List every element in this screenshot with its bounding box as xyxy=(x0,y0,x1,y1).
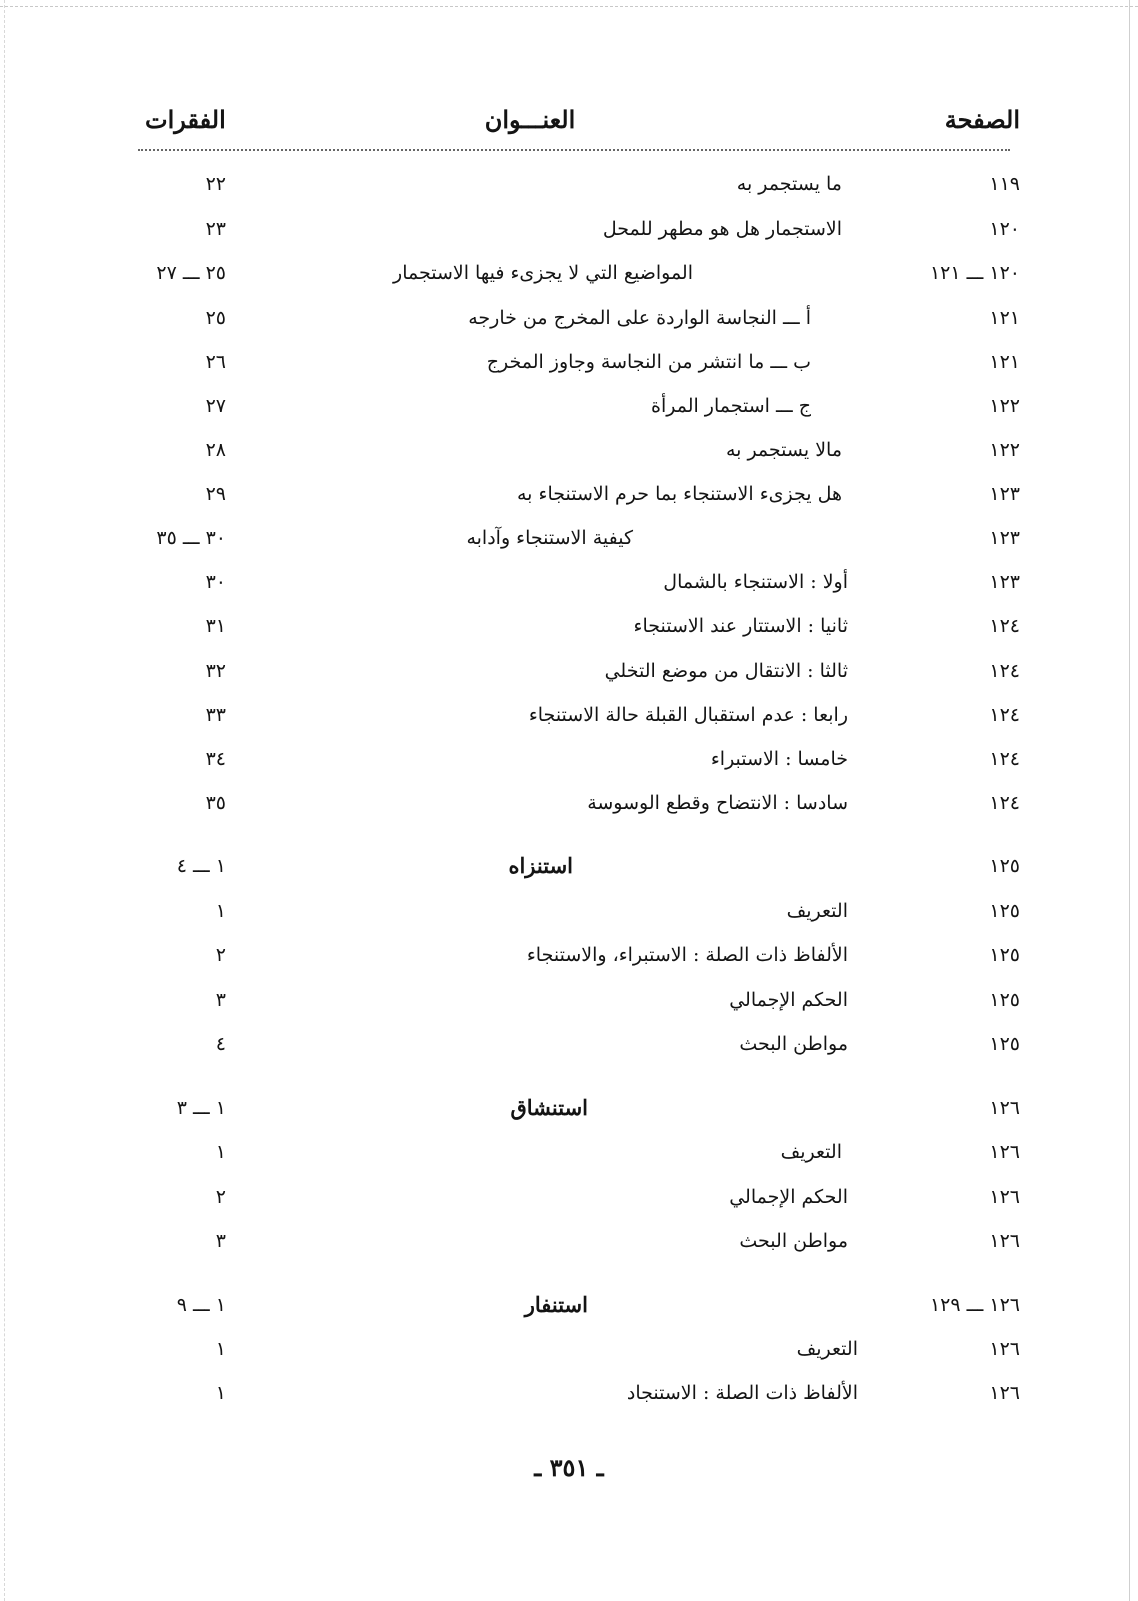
row-title: كيفية الاستنجاء وآدابه xyxy=(466,527,633,549)
row-page: ١٢٢ xyxy=(989,395,1020,417)
row-page: ١١٩ xyxy=(989,173,1020,195)
section-row xyxy=(0,1290,1138,1320)
index-row xyxy=(0,985,1138,1015)
row-page: ١٢٥ xyxy=(989,855,1020,877)
index-row xyxy=(0,1029,1138,1059)
header-title-label: العنـــوان xyxy=(484,105,576,134)
row-page: ١٢٤ xyxy=(989,704,1020,726)
row-paragraphs: ٣ xyxy=(215,989,226,1011)
page-number: ـ ٣٥١ ـ xyxy=(534,1453,604,1482)
row-title: سادسا : الانتضاح وقطع الوسوسة xyxy=(587,792,848,814)
row-paragraphs: ٢٣ xyxy=(205,218,226,240)
row-title: مواطن البحث xyxy=(739,1033,848,1055)
row-paragraphs: ٢ xyxy=(215,944,226,966)
row-paragraphs: ٣٠ ـــ ٣٥ xyxy=(156,527,226,549)
row-paragraphs: ٢ xyxy=(215,1186,226,1208)
row-page: ١٢٥ xyxy=(989,944,1020,966)
row-title: الحكم الإجمالي xyxy=(729,989,848,1011)
row-title: خامسا : الاستبراء xyxy=(710,748,848,770)
row-page: ١٢٣ xyxy=(989,571,1020,593)
row-paragraphs: ٣٥ xyxy=(205,792,226,814)
row-paragraphs: ١ ـــ ٩ xyxy=(176,1294,226,1316)
index-row xyxy=(0,347,1138,377)
index-row xyxy=(0,258,1138,288)
row-paragraphs: ٢٧ xyxy=(205,395,226,417)
header-dotted-rule xyxy=(138,149,1010,151)
row-page: ١٢٦ xyxy=(989,1186,1020,1208)
row-paragraphs: ٣١ xyxy=(205,615,226,637)
index-row xyxy=(0,940,1138,970)
index-row xyxy=(0,788,1138,818)
row-paragraphs: ٣٤ xyxy=(205,748,226,770)
row-paragraphs: ٢٥ ـــ ٢٧ xyxy=(156,262,226,284)
row-paragraphs: ٢٩ xyxy=(205,483,226,505)
row-page: ١٢٦ xyxy=(989,1338,1020,1360)
row-page: ١٢٦ xyxy=(989,1097,1020,1119)
row-page: ١٢٤ xyxy=(989,792,1020,814)
row-title: ج ـــ استجمار المرأة xyxy=(651,395,811,417)
index-row xyxy=(0,214,1138,244)
row-page: ١٢٥ xyxy=(989,900,1020,922)
section-title: استنفار xyxy=(524,1292,588,1317)
index-row xyxy=(0,479,1138,509)
header-page-label: الصفحة xyxy=(944,105,1020,134)
header-paragraphs-label: الفقرات xyxy=(145,105,226,134)
row-title: الاستجمار هل هو مطهر للمحل xyxy=(602,218,842,240)
row-page: ١٢٦ xyxy=(989,1230,1020,1252)
row-title: التعريف xyxy=(786,900,848,922)
row-title: ثانيا : الاستتار عند الاستنجاء xyxy=(633,615,848,637)
row-paragraphs: ٣٢ xyxy=(205,660,226,682)
index-row xyxy=(0,391,1138,421)
row-paragraphs: ٤ xyxy=(215,1033,226,1055)
row-title: الألفاظ ذات الصلة : الاستنجاد xyxy=(626,1382,858,1404)
row-paragraphs: ١ xyxy=(215,1382,226,1404)
row-page: ١٢٤ xyxy=(989,615,1020,637)
row-page: ١٢٥ xyxy=(989,1033,1020,1055)
index-row xyxy=(0,169,1138,199)
row-title: الحكم الإجمالي xyxy=(729,1186,848,1208)
row-title: مواطن البحث xyxy=(739,1230,848,1252)
row-title: أ ـــ النجاسة الواردة على المخرج من خارجه xyxy=(468,307,811,329)
section-title: استنزاه xyxy=(508,853,573,878)
row-page: ١٢٦ xyxy=(989,1141,1020,1163)
index-row xyxy=(0,1334,1138,1364)
row-page: ١٢٣ xyxy=(989,527,1020,549)
row-page: ١٢٢ xyxy=(989,439,1020,461)
row-title: ب ـــ ما انتشر من النجاسة وجاوز المخرج xyxy=(486,351,811,373)
row-page: ١٢٠ ـــ ١٢١ xyxy=(929,262,1020,284)
row-title: مالا يستجمر به xyxy=(725,439,842,461)
section-title: استنشاق xyxy=(510,1095,588,1120)
row-title: هل يجزىء الاستنجاء بما حرم الاستنجاء به xyxy=(517,483,842,505)
row-paragraphs: ٢٢ xyxy=(205,173,226,195)
row-title: رابعا : عدم استقبال القبلة حالة الاستنجاء xyxy=(528,704,848,726)
row-title: المواضيع التي لا يجزىء فيها الاستجمار xyxy=(393,262,693,284)
row-page: ١٢٠ xyxy=(989,218,1020,240)
row-page: ١٢٦ ـــ ١٢٩ xyxy=(929,1294,1020,1316)
row-title: التعريف xyxy=(780,1141,842,1163)
row-page: ١٢٦ xyxy=(989,1382,1020,1404)
row-paragraphs: ٢٦ xyxy=(205,351,226,373)
index-row xyxy=(0,1226,1138,1256)
row-paragraphs: ٢٨ xyxy=(205,439,226,461)
row-title: ما يستجمر به xyxy=(736,173,842,195)
row-paragraphs: ١ ـــ ٤ xyxy=(176,855,226,877)
section-row xyxy=(0,1093,1138,1123)
index-row xyxy=(0,435,1138,465)
row-page: ١٢٣ xyxy=(989,483,1020,505)
index-row xyxy=(0,700,1138,730)
scan-edge-top xyxy=(0,6,1138,7)
row-page: ١٢٥ xyxy=(989,989,1020,1011)
row-paragraphs: ١ xyxy=(215,1141,226,1163)
row-page: ١٢٤ xyxy=(989,748,1020,770)
index-row xyxy=(0,567,1138,597)
row-paragraphs: ٣٠ xyxy=(205,571,226,593)
index-row xyxy=(0,523,1138,553)
row-paragraphs: ١ ـــ ٣ xyxy=(176,1097,226,1119)
section-row xyxy=(0,851,1138,881)
row-paragraphs: ١ xyxy=(215,1338,226,1360)
row-page: ١٢١ xyxy=(989,351,1020,373)
index-row xyxy=(0,1137,1138,1167)
row-page: ١٢١ xyxy=(989,307,1020,329)
index-row xyxy=(0,896,1138,926)
row-title: أولا : الاستنجاء بالشمال xyxy=(663,571,848,593)
row-title: التعريف xyxy=(796,1338,858,1360)
index-row xyxy=(0,656,1138,686)
row-title: الألفاظ ذات الصلة : الاستبراء، والاستنجاء xyxy=(526,944,848,966)
row-title: ثالثا : الانتقال من موضع التخلي xyxy=(604,660,848,682)
row-page: ١٢٤ xyxy=(989,660,1020,682)
index-row xyxy=(0,1378,1138,1408)
row-paragraphs: ٢٥ xyxy=(205,307,226,329)
row-paragraphs: ٣ xyxy=(215,1230,226,1252)
row-paragraphs: ٣٣ xyxy=(205,704,226,726)
index-row xyxy=(0,1182,1138,1212)
row-paragraphs: ١ xyxy=(215,900,226,922)
index-row xyxy=(0,744,1138,774)
index-row xyxy=(0,303,1138,333)
index-row xyxy=(0,611,1138,641)
